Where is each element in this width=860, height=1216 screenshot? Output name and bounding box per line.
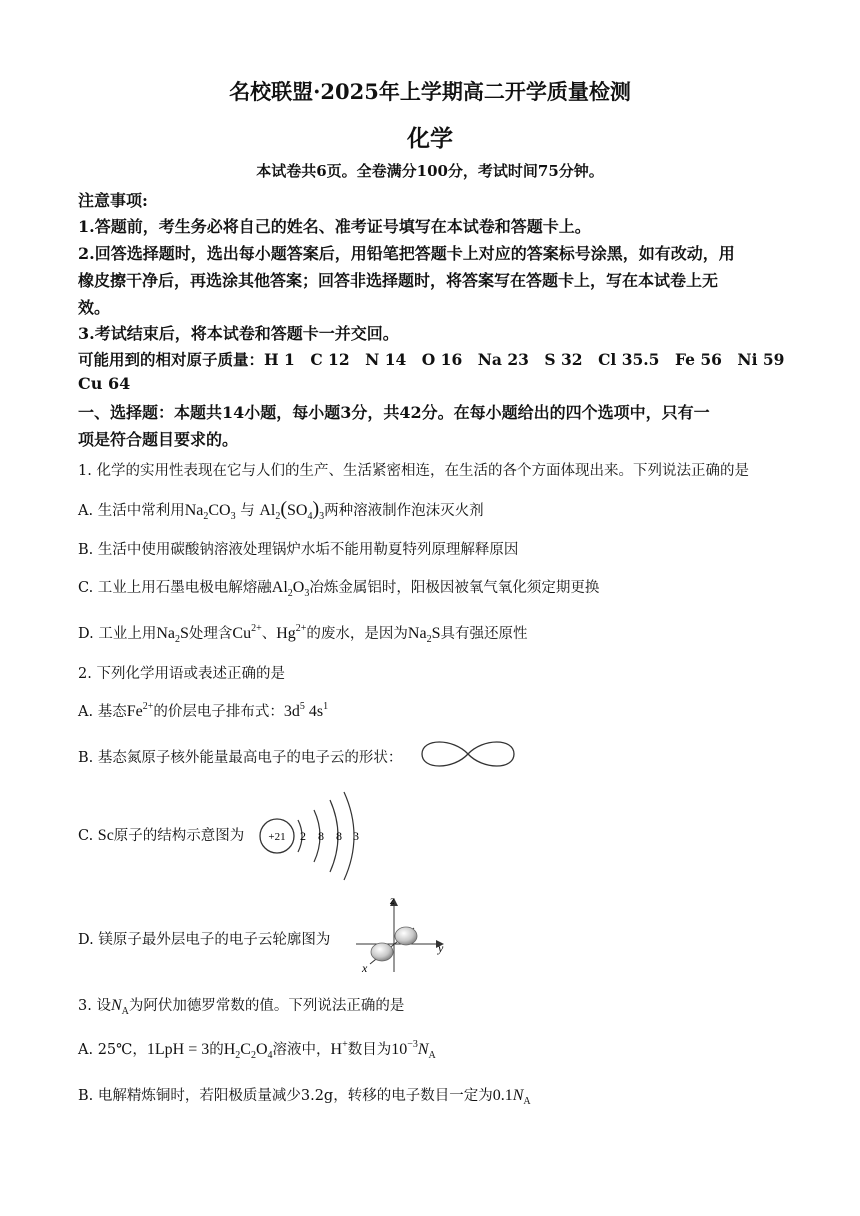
exam-info: 本试卷共6页。全卷满分100分，考试时间75分钟。 <box>256 162 604 180</box>
question-option: B. 电解精炼铜时，若阳极质量减少3.2g，转移的电子数目一定为$0.1N_A$ <box>78 1087 531 1107</box>
question-option: A. 基态$Fe^{2+}$的价层电子排布式：$3d^5$ $4s^1$ <box>78 701 329 720</box>
formula: $Al_2(SO_4)_3$ <box>259 498 325 522</box>
shell-electron-count: 3 <box>353 829 359 843</box>
formula: $Na_2S$ <box>156 625 189 645</box>
exam-title: 名校联盟·2025年上学期高二开学质量检测 <box>229 79 631 104</box>
notice-item: 橡皮擦干净后，再选涂其他答案；回答非选择题时，将答案写在答题卡上，写在本试卷上无 <box>78 271 719 290</box>
axis-label-y: y <box>438 941 444 955</box>
question-option: D. 工业上用$Na_2S$处理含$Cu^{2+}$、$Hg^{2+}$的废水，是因为$Na_2S$具有强还原性 <box>78 623 528 645</box>
formula: $Na_2S$ <box>407 625 441 645</box>
formula: N <box>110 997 122 1014</box>
subject-title: 化学 <box>407 125 453 152</box>
mg-orbital-diagram <box>352 892 450 976</box>
formula: H+ <box>330 1039 348 1058</box>
axis-label-z: z <box>390 893 395 907</box>
notice-item: 效。 <box>78 298 111 317</box>
question-option: B. 生活中使用碳酸钠溶液处理锅炉水垢不能用勒夏特列原理解释原因 <box>78 542 519 558</box>
question-option: A. 生活中常利用$Na_2CO_3$ 与 $Al_2(SO_4)_3$两种溶液制作泡沫灭火剂 <box>78 498 484 522</box>
question-stem: 1. 化学的实用性表现在它与人们的生产、生活紧密相连，在生活的各个方面体现出来。下列说法正确的是 <box>78 463 749 479</box>
atomic-mass-line: Cu 64 <box>78 374 131 393</box>
notice-item: 1.答题前，考生务必将自己的姓名、准考证号填写在本试卷和答题卡上。 <box>78 217 591 236</box>
question-option: D. 镁原子最外层电子的电子云轮廓图为 <box>78 932 331 948</box>
question-stem: 2. 下列化学用语或表述正确的是 <box>78 666 285 682</box>
question-option: C. 工业上用石墨电极电解熔融$Al_2O_3$冶炼金属铝时，阳极因被氧气氧化须定期更换 <box>78 579 600 599</box>
formula: $H_2C_2O_4$ <box>223 1041 273 1061</box>
formula: $10^{-3}N_A$ <box>391 1039 436 1061</box>
formula: Sc <box>97 827 114 844</box>
section-heading: 项是符合题目要求的。 <box>78 430 239 449</box>
formula: $0.1N_A$ <box>492 1087 531 1107</box>
formula: $3d^5$ $4s^1$ <box>283 701 329 720</box>
notice-item: 3.考试结束后，将本试卷和答题卡一并交回。 <box>78 324 399 343</box>
shell-electron-count: 2 <box>300 829 306 843</box>
notice-heading: 注意事项: <box>78 191 148 210</box>
question-stem: 3. 设$N_A$为阿伏加德罗常数的值。下列说法正确的是 <box>78 997 405 1017</box>
atomic-mass-line: 可能用到的相对原子质量：H 1 C 12 N 14 O 16 Na 23 S 32 Cl 35.5 Fe 56 Ni 59 <box>78 350 785 369</box>
formula: $Na_2CO_3$ <box>184 502 236 522</box>
nucleus-label: +21 <box>268 831 286 843</box>
axis-label-x: x <box>362 961 368 975</box>
formula: $Cu^{2+}$ <box>232 623 262 642</box>
formula: 1LpH = 3 <box>146 1041 210 1058</box>
formula: $Hg^{2+}$ <box>276 623 307 642</box>
sc-atom-structure-diagram <box>256 788 366 886</box>
question-option: B. 基态氮原子核外能量最高电子的电子云的形状： <box>78 750 403 766</box>
shell-electron-count: 8 <box>318 829 324 843</box>
formula: $Fe^{2+}$ <box>126 701 154 720</box>
notice-item: 2.回答选择题时，选出每小题答案后，用铅笔把答题卡上对应的答案标号涂黑，如有改动，用 <box>78 244 735 263</box>
section-heading: 一、选择题：本题共14小题，每小题3分，共42分。在每小题给出的四个选项中，只有一 <box>78 403 710 422</box>
p-orbital-diagram <box>418 736 518 772</box>
formula: $Al_2O_3$ <box>271 579 310 599</box>
question-option: C. Sc原子的结构示意图为 <box>78 827 245 844</box>
shell-electron-count: 8 <box>336 829 342 843</box>
question-option: A. 25℃，1LpH = 3的$H_2C_2O_4$溶液中，H+数目为$10^{-3}N_A$ <box>78 1039 436 1061</box>
